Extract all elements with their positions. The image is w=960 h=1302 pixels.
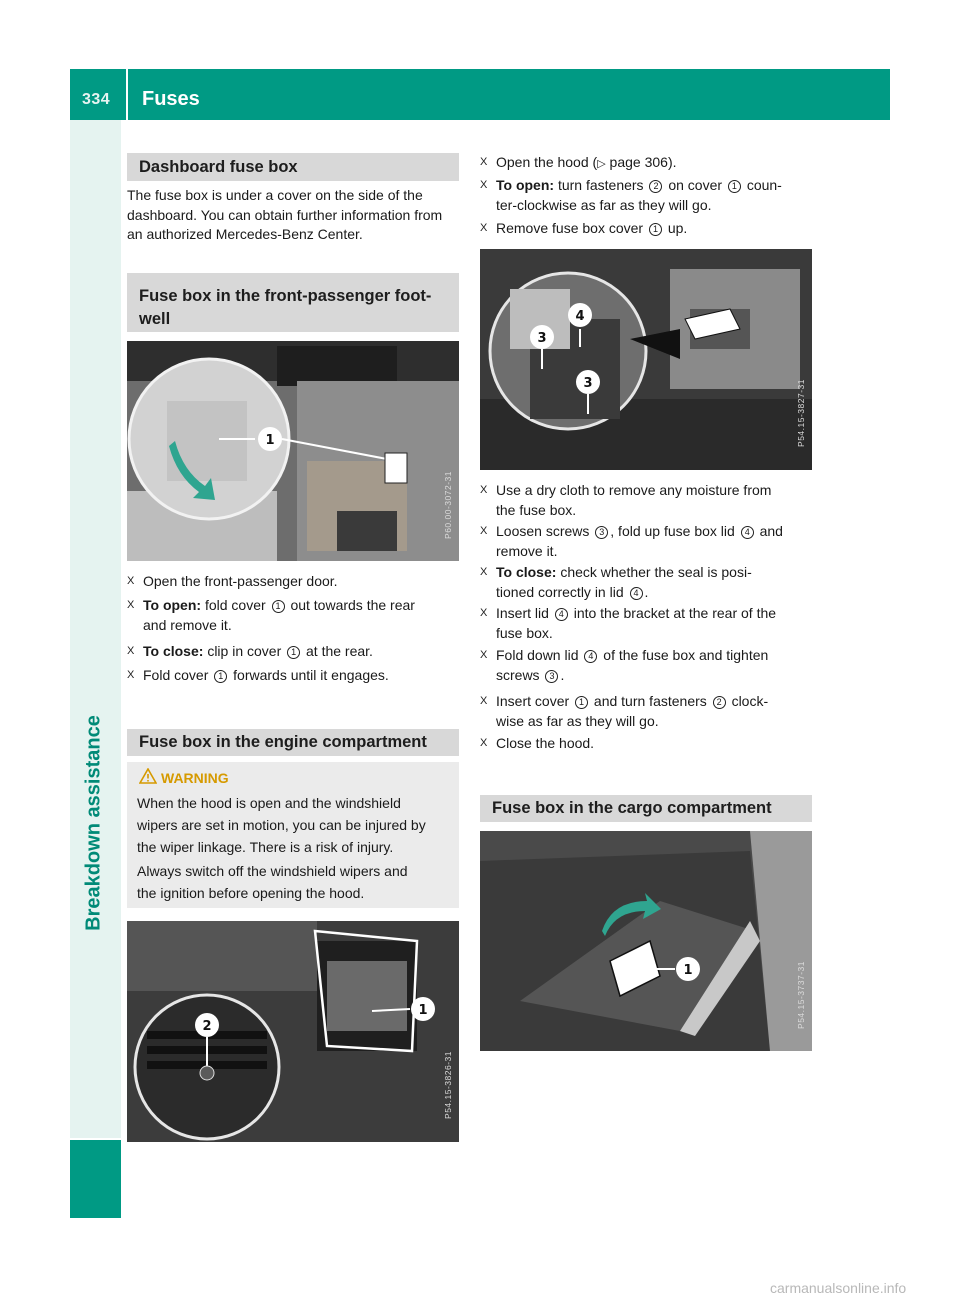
callout-1: 1	[418, 1003, 428, 1018]
callout-1: 1	[214, 670, 227, 683]
step-text: tioned correctly in lid	[496, 583, 624, 600]
section-heading-footwell	[127, 273, 459, 332]
step-text: and remove it.	[143, 616, 232, 633]
chapter-label: Breakdown assistance	[82, 715, 105, 931]
bullet-arrow-icon: X	[480, 222, 488, 234]
step-text: forwards until it engages.	[233, 667, 389, 683]
bullet-arrow-icon: X	[127, 669, 135, 681]
step-text: at the rear.	[306, 643, 373, 659]
section-heading-dashboard	[127, 153, 459, 181]
list-item	[480, 219, 812, 239]
fuse-box-detail-image	[480, 249, 812, 470]
step-text: coun-	[746, 177, 782, 193]
callout-4: 4	[555, 608, 568, 621]
callout-1: 1	[265, 433, 275, 448]
warning-box	[127, 762, 459, 908]
step-text: Insert cover	[496, 693, 570, 709]
section-heading-text: Dashboard fuse box	[139, 157, 298, 176]
engine-compartment-image	[127, 921, 459, 1142]
warning-paragraph	[137, 792, 455, 858]
step-text: Open the hood (	[496, 154, 598, 170]
step-text: up.	[667, 220, 688, 236]
step-text: fold cover	[204, 597, 266, 613]
warning-triangle-icon	[139, 768, 157, 784]
callout-3: 3	[583, 376, 593, 391]
step-text: Insert lid	[496, 605, 549, 621]
callout-3: 3	[595, 526, 608, 539]
warning-paragraph	[137, 860, 455, 904]
bullet-arrow-icon: X	[127, 599, 135, 611]
warning-line: wipers are set in motion, you can be injured by	[137, 817, 426, 833]
bullet-arrow-icon: X	[480, 525, 488, 537]
chapter-sidebar	[70, 120, 121, 1138]
step-label: To open:	[143, 597, 202, 613]
section-heading-text: Fuse box in the cargo compartment	[492, 799, 772, 817]
chapter-tab	[70, 1140, 121, 1218]
step-text: into the bracket at the rear of the	[573, 605, 777, 621]
callout-4: 4	[630, 587, 643, 600]
heading-line: well	[139, 310, 171, 328]
dashboard-text: The fuse box is under a cover on the side of the dashboard. You can obtain further information from an authorized Mercedes-Benz Center.	[127, 187, 443, 242]
heading-line: Fuse box in the front-passenger foot-	[139, 287, 432, 305]
list-item	[480, 153, 812, 175]
step-text: and	[759, 523, 783, 539]
image-code: P54.15-3737-31	[796, 961, 806, 1029]
callout-4: 4	[741, 526, 754, 539]
step-text: wise as far as they will go.	[496, 712, 659, 729]
callout-3: 3	[537, 331, 547, 346]
callout-3: 3	[545, 670, 558, 683]
list-item	[127, 572, 459, 592]
image-code: P54.15-3827-31	[796, 379, 806, 447]
list-item	[480, 176, 812, 215]
callout-4: 4	[575, 309, 585, 324]
callout-2: 2	[713, 696, 726, 709]
step-text: and turn fasteners	[593, 693, 707, 709]
callout-2: 2	[649, 180, 662, 193]
footer-watermark: carmanualsonline.info	[770, 1280, 907, 1296]
callout-2: 2	[202, 1019, 212, 1034]
section-heading-engine	[127, 729, 459, 756]
step-text: , fold up fuse box lid	[610, 523, 735, 539]
callout-1: 1	[728, 180, 741, 193]
list-item	[127, 596, 459, 635]
list-item: X Fold down lid 4 of the fuse box and tighten screws 3 .	[480, 647, 769, 683]
step-text: check whether the seal is posi-	[560, 564, 752, 580]
section-heading-text: Fuse box in the engine compartment	[139, 733, 427, 751]
warning-line: the ignition before opening the hood.	[137, 885, 365, 901]
callout-1: 1	[575, 696, 588, 709]
callout-4: 4	[584, 650, 597, 663]
section-heading-cargo	[480, 795, 812, 822]
step-text: fuse box.	[496, 624, 553, 641]
list-item	[480, 604, 812, 643]
list-item	[127, 666, 459, 686]
bullet-arrow-icon: X	[480, 649, 488, 661]
step-text: out towards the rear	[290, 597, 415, 613]
footwell-image	[127, 341, 459, 561]
list-item	[480, 734, 812, 754]
image-code: P54.15-3826-31	[443, 1051, 453, 1119]
step-label: To close:	[143, 643, 204, 659]
warning-line: When the hood is open and the windshield	[137, 795, 401, 811]
step-text: Remove fuse box cover	[496, 220, 644, 236]
list-item	[480, 522, 812, 561]
step-label: To open:	[496, 177, 555, 193]
bullet-arrow-icon: X	[480, 695, 488, 707]
image-code: P60.00-3072-31	[443, 471, 453, 539]
step-text: screws	[496, 666, 540, 683]
header-divider	[126, 69, 128, 120]
callout-1: 1	[272, 600, 285, 613]
step-text: the fuse box.	[496, 501, 577, 518]
bullet-arrow-icon: X	[480, 484, 488, 496]
bullet-arrow-icon: X	[480, 566, 488, 578]
step-text: Fold down lid	[496, 647, 579, 663]
step-text[interactable]: page 306).	[609, 154, 677, 170]
step-text: clip in cover	[207, 643, 282, 659]
step-text: Loosen screws	[496, 523, 590, 539]
step-text: Open the front-passenger door.	[143, 573, 338, 589]
step-text: Fold cover	[143, 667, 209, 683]
step-text: on cover	[668, 177, 723, 193]
bullet-arrow-icon: X	[480, 607, 488, 619]
list-item	[480, 692, 812, 731]
step-text: Close the hood.	[496, 735, 595, 751]
step-text: clock-	[731, 693, 769, 709]
step-text: remove it.	[496, 542, 558, 559]
list-item	[480, 481, 812, 520]
bullet-arrow-icon: X	[127, 575, 135, 587]
warning-line: Always switch off the windshield wipers and	[137, 863, 408, 879]
page-title: Fuses	[142, 88, 200, 110]
callout-1: 1	[287, 646, 300, 659]
step-text: turn fasteners	[557, 177, 644, 193]
bullet-arrow-icon: X	[480, 156, 488, 168]
bullet-arrow-icon: X	[127, 645, 135, 657]
page-header	[70, 69, 890, 120]
step-text: ter-clockwise as far as they will go.	[496, 196, 712, 213]
step-label: To close:	[496, 564, 557, 580]
bullet-arrow-icon: X	[480, 179, 488, 191]
page-number: 334	[82, 91, 111, 108]
step-text: of the fuse box and tighten	[603, 647, 769, 663]
warning-line: the wiper linkage. There is a risk of injury.	[137, 839, 394, 855]
bullet-arrow-icon: X	[480, 737, 488, 749]
cargo-compartment-image	[480, 831, 812, 1051]
step-text: Use a dry cloth to remove any moisture from	[496, 482, 772, 498]
list-item: X To close: check whether the seal is posi- tioned correctly in lid 4 .	[480, 564, 752, 600]
list-item	[127, 642, 459, 662]
callout-1: 1	[683, 963, 693, 978]
callout-1: 1	[649, 223, 662, 236]
warning-title: WARNING	[161, 770, 229, 786]
page-ref-icon: ▷	[597, 158, 606, 170]
